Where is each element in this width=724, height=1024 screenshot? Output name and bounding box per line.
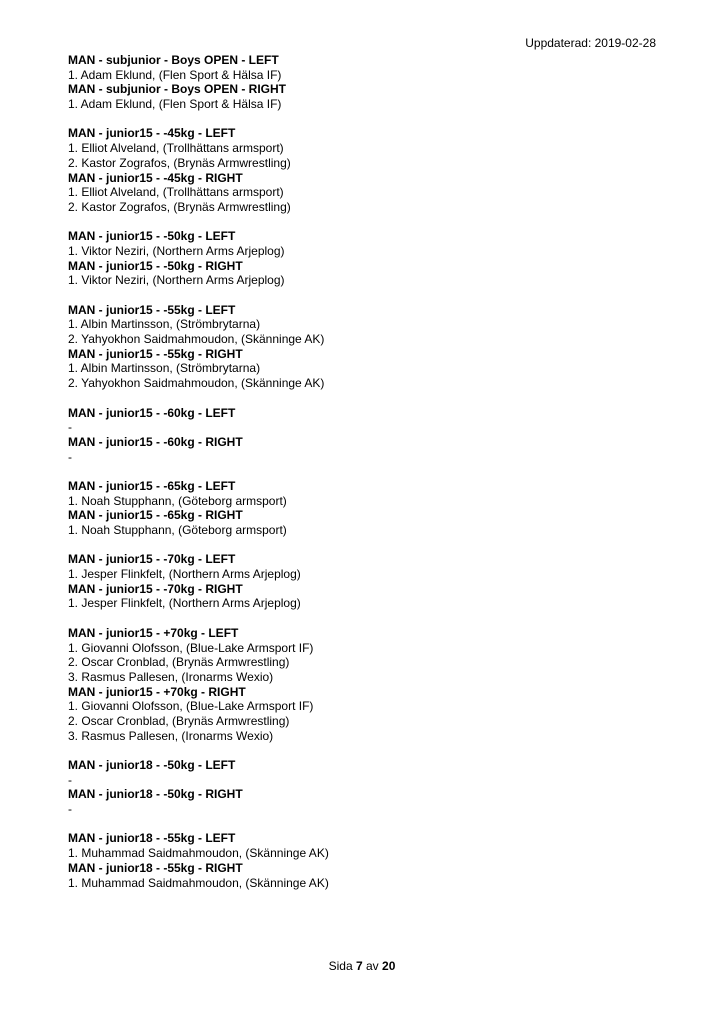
- updated-date: Uppdaterad: 2019-02-28: [525, 36, 656, 50]
- result-entry: 3. Rasmus Pallesen, (Ironarms Wexio): [68, 728, 274, 743]
- category-heading: MAN - junior15 - -45kg - LEFT: [68, 126, 236, 141]
- result-entry: 2. Kastor Zografos, (Brynäs Armwrestling): [68, 155, 291, 170]
- category-heading: MAN - junior15 - -60kg - RIGHT: [68, 434, 243, 449]
- result-entry: 2. Yahyokhon Saidmahmoudon, (Skänninge AK): [68, 376, 325, 391]
- category-heading: MAN - junior18 - -50kg - RIGHT: [68, 787, 243, 802]
- category-heading: MAN - junior18 - -55kg - LEFT: [68, 831, 236, 846]
- result-group: [68, 479, 658, 538]
- result-entry: 1. Elliot Alveland, (Trollhättans armsport): [68, 141, 284, 156]
- result-entry: 1. Adam Eklund, (Flen Sport & Hälsa IF): [68, 97, 282, 112]
- category-heading: MAN - junior15 - -70kg - RIGHT: [68, 581, 243, 596]
- result-entry: -: [68, 420, 72, 435]
- category-heading: MAN - junior15 - -50kg - RIGHT: [68, 258, 243, 273]
- page-total: 20: [382, 959, 396, 973]
- category-heading: MAN - junior15 - -65kg - LEFT: [68, 478, 236, 493]
- result-entry: 1. Noah Stupphann, (Göteborg armsport): [68, 493, 287, 508]
- result-entry: 1. Noah Stupphann, (Göteborg armsport): [68, 523, 287, 537]
- result-entry: 3. Rasmus Pallesen, (Ironarms Wexio): [68, 669, 274, 684]
- page-footer: [0, 959, 724, 973]
- result-entry: 1. Jesper Flinkfelt, (Northern Arms Arjeplog): [68, 596, 301, 611]
- results-list: [68, 53, 658, 905]
- category-heading: MAN - junior15 - +70kg - LEFT: [68, 625, 239, 640]
- page-label: Sida: [328, 959, 353, 973]
- category-heading: MAN - junior15 - -60kg - LEFT: [68, 405, 236, 420]
- category-heading: MAN - junior15 - -50kg - LEFT: [68, 229, 236, 244]
- result-group: [68, 626, 658, 744]
- result-entry: 2. Yahyokhon Saidmahmoudon, (Skänninge AK): [68, 332, 325, 347]
- category-heading: MAN - junior15 - -45kg - RIGHT: [68, 170, 243, 185]
- result-entry: -: [68, 772, 72, 787]
- result-entry: 2. Oscar Cronblad, (Brynäs Armwrestling): [68, 655, 290, 670]
- category-heading: MAN - junior15 - -65kg - RIGHT: [68, 508, 243, 523]
- result-entry: 2. Oscar Cronblad, (Brynäs Armwrestling): [68, 713, 290, 728]
- result-entry: 1. Adam Eklund, (Flen Sport & Hälsa IF): [68, 67, 282, 82]
- result-entry: 1. Elliot Alveland, (Trollhättans armsport): [68, 185, 284, 200]
- category-heading: MAN - junior15 - -55kg - LEFT: [68, 302, 236, 317]
- result-entry: 1. Viktor Neziri, (Northern Arms Arjeplog): [68, 243, 285, 258]
- category-heading: MAN - subjunior - Boys OPEN - RIGHT: [68, 82, 286, 97]
- result-group: [68, 126, 658, 214]
- result-group: [68, 303, 658, 391]
- category-heading: MAN - junior15 - +70kg - RIGHT: [68, 684, 246, 699]
- result-entry: 1. Giovanni Olofsson, (Blue-Lake Armsport IF): [68, 699, 314, 714]
- result-entry: 2. Kastor Zografos, (Brynäs Armwrestling): [68, 199, 291, 214]
- category-heading: MAN - junior18 - -55kg - RIGHT: [68, 860, 243, 875]
- result-group: [68, 758, 658, 817]
- result-group: [68, 229, 658, 288]
- category-heading: MAN - junior15 - -55kg - RIGHT: [68, 346, 243, 361]
- result-entry: 1. Muhammad Saidmahmoudon, (Skänninge AK): [68, 846, 329, 861]
- result-entry: -: [68, 802, 72, 817]
- result-entry: -: [68, 449, 72, 464]
- result-group: [68, 406, 658, 465]
- category-heading: MAN - subjunior - Boys OPEN - LEFT: [68, 53, 279, 67]
- result-entry: 1. Jesper Flinkfelt, (Northern Arms Arjeplog): [68, 567, 301, 582]
- result-group: [68, 831, 658, 890]
- category-heading: MAN - junior15 - -70kg - LEFT: [68, 552, 236, 567]
- result-entry: 1. Viktor Neziri, (Northern Arms Arjeplog): [68, 273, 285, 288]
- result-group: [68, 552, 658, 611]
- result-entry: 1. Albin Martinsson, (Strömbrytarna): [68, 361, 261, 376]
- result-entry: 1. Muhammad Saidmahmoudon, (Skänninge AK): [68, 875, 329, 890]
- page-number: 7: [355, 959, 363, 973]
- category-heading: MAN - junior18 - -50kg - LEFT: [68, 758, 236, 772]
- result-entry: 1. Albin Martinsson, (Strömbrytarna): [68, 317, 261, 332]
- page-separator: av: [366, 959, 379, 973]
- result-group: [68, 53, 658, 112]
- result-entry: 1. Giovanni Olofsson, (Blue-Lake Armsport IF): [68, 640, 314, 655]
